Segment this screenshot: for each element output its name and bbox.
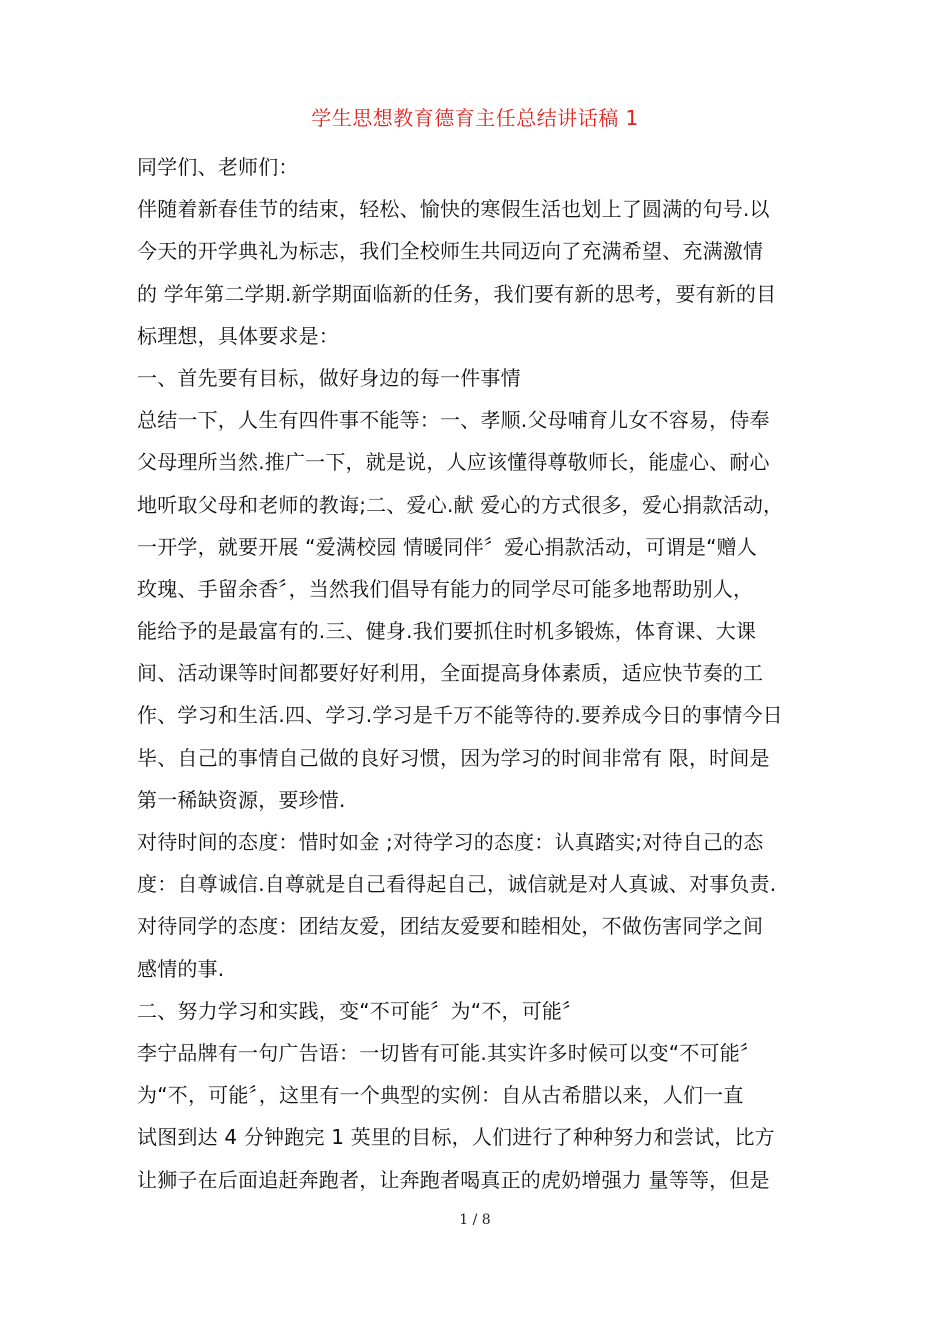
page-number: 1 / 8 bbox=[459, 1212, 491, 1228]
text-line: 今天的开学典礼为标志，我们全校师生共同迈向了充满希望、充满激情 bbox=[137, 239, 764, 264]
text-line: 伴随着新春佳节的结束，轻松、愉快的寒假生活也划上了圆满的句号.以 bbox=[137, 197, 770, 222]
text-line: 毕、自己的事情自己做的良好习惯，因为学习的时间非常有 限，时间是 bbox=[137, 745, 770, 770]
text-line: 总结一下，人生有四件事不能等：一、孝顺.父母哺育儿女不容易，侍奉 bbox=[137, 408, 770, 433]
text-line: 为“不，可能〞，这里有一个典型的实例：自从古希腊以来，人们一直 bbox=[137, 1083, 744, 1108]
text-line: 的 学年第二学期.新学期面临新的任务，我们要有新的思考，要有新的目 bbox=[137, 281, 777, 306]
document-title: 学生思想教育德育主任总结讲话稿 1 bbox=[311, 106, 639, 130]
text-line: 间、活动课等时间都要好好利用，全面提高身体素质，适应快节奏的工 bbox=[137, 661, 764, 686]
text-line: 一开学，就要开展 “爱满校园 情暖同伴〞爱心捐款活动，可谓是“赠人 bbox=[137, 534, 758, 559]
section-heading: 二、努力学习和实践，变“不可能〞为“不，可能〞 bbox=[137, 998, 583, 1023]
text-line: 对待时间的态度：惜时如金 ;对待学习的态度：认真踏实;对待自己的态 bbox=[137, 830, 764, 854]
text-line: 能给予的是最富有的.三、健身.我们要抓住时机多锻炼，体育课、大课 bbox=[137, 619, 757, 644]
section-heading: 一、首先要有目标，做好身边的每一件事情 bbox=[137, 365, 521, 390]
text-line: 感情的事. bbox=[137, 956, 225, 981]
text-line: 玫瑰、手留余香〞，当然我们倡导有能力的同学尽可能多地帮助别人， bbox=[137, 576, 754, 601]
text-line: 试图到达 4 分钟跑完 1 英里的目标，人们进行了种种努力和尝试，比方 bbox=[137, 1125, 775, 1150]
text-line: 让狮子在后面追赶奔跑者，让奔跑者喝真正的虎奶增强力 量等等，但是 bbox=[137, 1167, 770, 1192]
text-line: 第一稀缺资源，要珍惜. bbox=[137, 787, 346, 812]
text-line: 同学们、老师们： bbox=[137, 155, 299, 179]
text-line: 度：自尊诚信.自尊就是自己看得起自己，诚信就是对人真诚、对事负责. bbox=[137, 872, 777, 897]
text-line: 父母理所当然.推广一下，就是说，人应该懂得尊敬师长，能虚心、耐心 bbox=[137, 450, 770, 475]
text-line: 作、学习和生活.四、学习.学习是千万不能等待的.要养成今日的事情今日 bbox=[137, 703, 783, 728]
text-line: 地听取父母和老师的教诲;二、爱心.献 爱心的方式很多，爱心捐款活动， bbox=[137, 492, 784, 517]
text-line: 对待同学的态度：团结友爱，团结友爱要和睦相处，不做伤害同学之间 bbox=[137, 914, 764, 939]
text-line: 李宁品牌有一句广告语：一切皆有可能.其实许多时候可以变“不可能〞 bbox=[137, 1040, 761, 1065]
text-line: 标理想，具体要求是： bbox=[137, 323, 339, 348]
document-body bbox=[137, 146, 827, 1201]
